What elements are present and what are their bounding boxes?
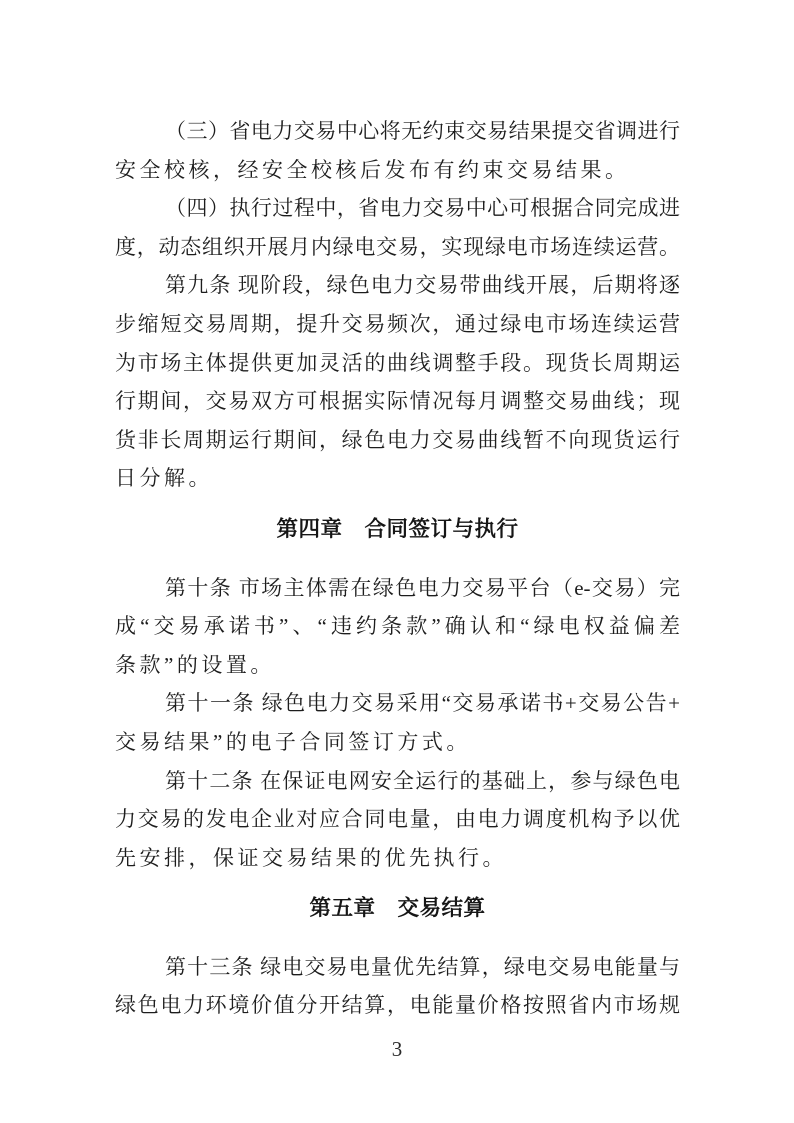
text-line: 第十条 市场主体需在绿色电力交易平台（e-交易）完	[165, 575, 680, 600]
page-number: 3	[391, 1037, 403, 1061]
text-line: 为市场主体提供更加灵活的曲线调整手段。现货长周期运	[115, 350, 680, 375]
text-line: 力交易的发电企业对应合同电量，由电力调度机构予以优	[115, 807, 680, 832]
text-line: 安全校核，经安全校核后发布有约束交易结果。	[115, 157, 630, 182]
chapter-heading: 第四章 合同签订与执行	[276, 516, 519, 541]
text-line: 步缩短交易周期，提升交易频次，通过绿电市场连续运营	[115, 311, 680, 336]
text-line: 日分解。	[115, 466, 213, 491]
text-line: 行期间，交易双方可根据实际情况每月调整交易曲线；现	[115, 389, 680, 414]
text-line: （四）执行过程中，省电力交易中心可根据合同完成进	[165, 196, 680, 221]
text-line: （三）省电力交易中心将无约束交易结果提交省调进行	[165, 119, 680, 143]
text-line: 第十三条 绿电交易电量优先结算，绿电交易电能量与	[165, 954, 680, 979]
text-line: 度，动态组织开展月内绿电交易，实现绿电市场连续运营。	[115, 234, 680, 259]
text-line: 货非长周期运行期间，绿色电力交易曲线暂不向现货运行	[115, 427, 680, 452]
text-line: 第十一条 绿色电力交易采用“交易承诺书+交易公告+	[165, 691, 680, 716]
text-line: 交易结果”的电子合同签订方式。	[115, 729, 471, 754]
text-line: 条款”的设置。	[115, 652, 275, 677]
text-line: 绿色电力环境价值分开结算，电能量价格按照省内市场规	[115, 993, 680, 1018]
text-line: 成“交易承诺书”、“违约条款”确认和“绿电权益偏差	[115, 614, 680, 639]
text-line: 第九条 现阶段，绿色电力交易带曲线开展，后期将逐	[165, 273, 680, 298]
document-content	[115, 112, 680, 1025]
text-line: 先安排，保证交易结果的优先执行。	[115, 845, 507, 870]
text-line: 第十二条 在保证电网安全运行的基础上，参与绿色电	[165, 768, 680, 793]
chapter-heading: 第五章 交易结算	[309, 896, 486, 921]
